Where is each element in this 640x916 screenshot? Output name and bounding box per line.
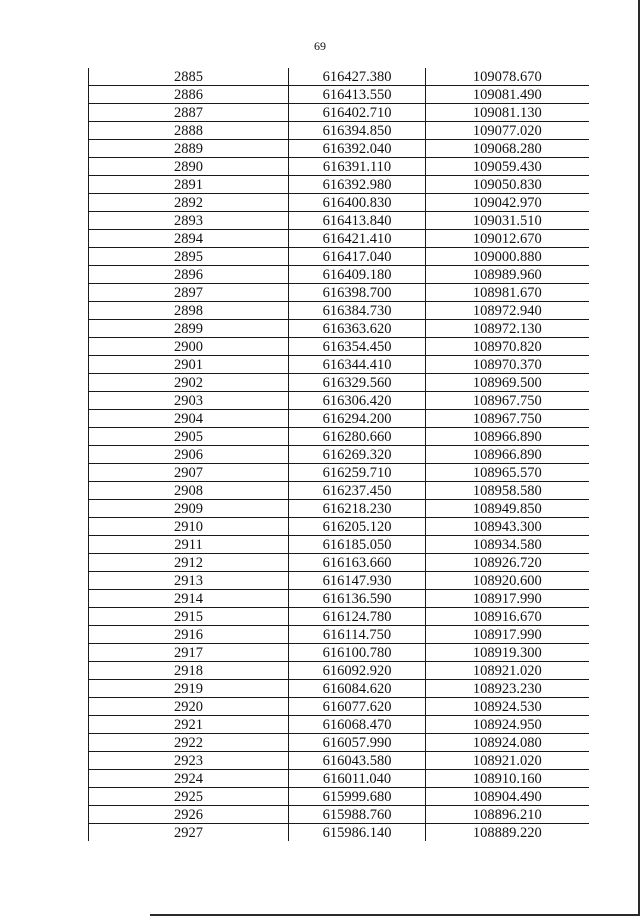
x-coordinate-cell: 616259.710 [289, 464, 426, 482]
table-row [89, 392, 589, 410]
table-row [89, 770, 589, 788]
x-coordinate-cell: 616205.120 [289, 518, 426, 536]
table-row [89, 122, 589, 140]
table-row [89, 788, 589, 806]
point-number-cell: 2893 [89, 212, 289, 230]
x-coordinate-cell: 616392.040 [289, 140, 426, 158]
table-row [89, 302, 589, 320]
y-coordinate-cell: 109031.510 [426, 212, 589, 230]
point-number-cell: 2926 [89, 806, 289, 824]
table-row [89, 356, 589, 374]
y-coordinate-cell: 108916.670 [426, 608, 589, 626]
table-row [89, 482, 589, 500]
table-row [89, 176, 589, 194]
point-number-cell: 2908 [89, 482, 289, 500]
y-coordinate-cell: 108919.300 [426, 644, 589, 662]
x-coordinate-cell: 616163.660 [289, 554, 426, 572]
x-coordinate-cell: 616185.050 [289, 536, 426, 554]
x-coordinate-cell: 616084.620 [289, 680, 426, 698]
point-number-cell: 2887 [89, 104, 289, 122]
x-coordinate-cell: 616363.620 [289, 320, 426, 338]
y-coordinate-cell: 109077.020 [426, 122, 589, 140]
y-coordinate-cell: 108934.580 [426, 536, 589, 554]
point-number-cell: 2891 [89, 176, 289, 194]
y-coordinate-cell: 108924.950 [426, 716, 589, 734]
table-row [89, 230, 589, 248]
x-coordinate-cell: 616344.410 [289, 356, 426, 374]
table-row [89, 320, 589, 338]
y-coordinate-cell: 108924.530 [426, 698, 589, 716]
table-row [89, 806, 589, 824]
point-number-cell: 2909 [89, 500, 289, 518]
point-number-cell: 2902 [89, 374, 289, 392]
table-row [89, 248, 589, 266]
y-coordinate-cell: 109042.970 [426, 194, 589, 212]
table-row [89, 662, 589, 680]
point-number-cell: 2906 [89, 446, 289, 464]
table-row [89, 608, 589, 626]
point-number-cell: 2914 [89, 590, 289, 608]
x-coordinate-cell: 616092.920 [289, 662, 426, 680]
point-number-cell: 2892 [89, 194, 289, 212]
point-number-cell: 2885 [89, 68, 289, 86]
point-number-cell: 2912 [89, 554, 289, 572]
x-coordinate-cell: 616269.320 [289, 446, 426, 464]
point-number-cell: 2900 [89, 338, 289, 356]
y-coordinate-cell: 108966.890 [426, 446, 589, 464]
x-coordinate-cell: 616427.380 [289, 68, 426, 86]
y-coordinate-cell: 108926.720 [426, 554, 589, 572]
x-coordinate-cell: 616068.470 [289, 716, 426, 734]
point-number-cell: 2924 [89, 770, 289, 788]
table-row [89, 518, 589, 536]
y-coordinate-cell: 108923.230 [426, 680, 589, 698]
y-coordinate-cell: 108920.600 [426, 572, 589, 590]
x-coordinate-cell: 616354.450 [289, 338, 426, 356]
point-number-cell: 2913 [89, 572, 289, 590]
table-row [89, 338, 589, 356]
x-coordinate-cell: 616413.840 [289, 212, 426, 230]
y-coordinate-cell: 109081.130 [426, 104, 589, 122]
point-number-cell: 2886 [89, 86, 289, 104]
table-row [89, 104, 589, 122]
y-coordinate-cell: 108981.670 [426, 284, 589, 302]
point-number-cell: 2896 [89, 266, 289, 284]
x-coordinate-cell: 616147.930 [289, 572, 426, 590]
x-coordinate-cell: 616394.850 [289, 122, 426, 140]
x-coordinate-cell: 616294.200 [289, 410, 426, 428]
y-coordinate-cell: 108904.490 [426, 788, 589, 806]
point-number-cell: 2919 [89, 680, 289, 698]
table-row [89, 716, 589, 734]
coordinate-table-body [89, 68, 589, 841]
x-coordinate-cell: 616391.110 [289, 158, 426, 176]
table-row [89, 698, 589, 716]
x-coordinate-cell: 616409.180 [289, 266, 426, 284]
point-number-cell: 2901 [89, 356, 289, 374]
x-coordinate-cell: 616421.410 [289, 230, 426, 248]
x-coordinate-cell: 616100.780 [289, 644, 426, 662]
x-coordinate-cell: 615988.760 [289, 806, 426, 824]
x-coordinate-cell: 616306.420 [289, 392, 426, 410]
x-coordinate-cell: 615986.140 [289, 824, 426, 842]
x-coordinate-cell: 616114.750 [289, 626, 426, 644]
table-row [89, 428, 589, 446]
x-coordinate-cell: 616384.730 [289, 302, 426, 320]
table-row [89, 446, 589, 464]
point-number-cell: 2917 [89, 644, 289, 662]
table-row [89, 824, 589, 842]
x-coordinate-cell: 616417.040 [289, 248, 426, 266]
y-coordinate-cell: 108949.850 [426, 500, 589, 518]
point-number-cell: 2916 [89, 626, 289, 644]
table-row [89, 266, 589, 284]
y-coordinate-cell: 108910.160 [426, 770, 589, 788]
x-coordinate-cell: 616043.580 [289, 752, 426, 770]
x-coordinate-cell: 616402.710 [289, 104, 426, 122]
table-row [89, 464, 589, 482]
y-coordinate-cell: 108958.580 [426, 482, 589, 500]
table-row [89, 500, 589, 518]
point-number-cell: 2897 [89, 284, 289, 302]
table-row [89, 752, 589, 770]
point-number-cell: 2925 [89, 788, 289, 806]
y-coordinate-cell: 108967.750 [426, 392, 589, 410]
point-number-cell: 2890 [89, 158, 289, 176]
y-coordinate-cell: 108972.130 [426, 320, 589, 338]
coordinate-table [88, 68, 589, 841]
table-row [89, 374, 589, 392]
y-coordinate-cell: 109050.830 [426, 176, 589, 194]
x-coordinate-cell: 616237.450 [289, 482, 426, 500]
y-coordinate-cell: 108969.500 [426, 374, 589, 392]
point-number-cell: 2911 [89, 536, 289, 554]
table-row [89, 626, 589, 644]
point-number-cell: 2895 [89, 248, 289, 266]
page-number: 69 [314, 39, 326, 53]
x-coordinate-cell: 616398.700 [289, 284, 426, 302]
point-number-cell: 2889 [89, 140, 289, 158]
y-coordinate-cell: 108970.370 [426, 356, 589, 374]
point-number-cell: 2898 [89, 302, 289, 320]
table-row [89, 158, 589, 176]
point-number-cell: 2920 [89, 698, 289, 716]
point-number-cell: 2923 [89, 752, 289, 770]
point-number-cell: 2918 [89, 662, 289, 680]
x-coordinate-cell: 616392.980 [289, 176, 426, 194]
x-coordinate-cell: 616011.040 [289, 770, 426, 788]
table-row [89, 140, 589, 158]
x-coordinate-cell: 616057.990 [289, 734, 426, 752]
y-coordinate-cell: 108896.210 [426, 806, 589, 824]
table-row [89, 554, 589, 572]
y-coordinate-cell: 109078.670 [426, 68, 589, 86]
table-row [89, 212, 589, 230]
y-coordinate-cell: 108889.220 [426, 824, 589, 842]
table-row [89, 86, 589, 104]
y-coordinate-cell: 109068.280 [426, 140, 589, 158]
x-coordinate-cell: 616218.230 [289, 500, 426, 518]
y-coordinate-cell: 108917.990 [426, 590, 589, 608]
x-coordinate-cell: 616400.830 [289, 194, 426, 212]
table-row [89, 284, 589, 302]
point-number-cell: 2910 [89, 518, 289, 536]
table-row [89, 680, 589, 698]
x-coordinate-cell: 616280.660 [289, 428, 426, 446]
x-coordinate-cell: 616124.780 [289, 608, 426, 626]
y-coordinate-cell: 108943.300 [426, 518, 589, 536]
table-row [89, 68, 589, 86]
y-coordinate-cell: 108921.020 [426, 752, 589, 770]
y-coordinate-cell: 108965.570 [426, 464, 589, 482]
x-coordinate-cell: 616413.550 [289, 86, 426, 104]
y-coordinate-cell: 108970.820 [426, 338, 589, 356]
table-row [89, 410, 589, 428]
y-coordinate-cell: 109081.490 [426, 86, 589, 104]
point-number-cell: 2904 [89, 410, 289, 428]
x-coordinate-cell: 616077.620 [289, 698, 426, 716]
point-number-cell: 2888 [89, 122, 289, 140]
y-coordinate-cell: 109000.880 [426, 248, 589, 266]
table-row [89, 734, 589, 752]
y-coordinate-cell: 109012.670 [426, 230, 589, 248]
table-row [89, 194, 589, 212]
y-coordinate-cell: 108972.940 [426, 302, 589, 320]
y-coordinate-cell: 108989.960 [426, 266, 589, 284]
x-coordinate-cell: 616329.560 [289, 374, 426, 392]
x-coordinate-cell: 615999.680 [289, 788, 426, 806]
y-coordinate-cell: 108917.990 [426, 626, 589, 644]
point-number-cell: 2905 [89, 428, 289, 446]
point-number-cell: 2922 [89, 734, 289, 752]
point-number-cell: 2921 [89, 716, 289, 734]
y-coordinate-cell: 108967.750 [426, 410, 589, 428]
point-number-cell: 2927 [89, 824, 289, 842]
point-number-cell: 2903 [89, 392, 289, 410]
table-row [89, 644, 589, 662]
point-number-cell: 2915 [89, 608, 289, 626]
y-coordinate-cell: 108924.080 [426, 734, 589, 752]
point-number-cell: 2894 [89, 230, 289, 248]
x-coordinate-cell: 616136.590 [289, 590, 426, 608]
table-row [89, 572, 589, 590]
point-number-cell: 2899 [89, 320, 289, 338]
y-coordinate-cell: 108921.020 [426, 662, 589, 680]
table-row [89, 536, 589, 554]
point-number-cell: 2907 [89, 464, 289, 482]
y-coordinate-cell: 108966.890 [426, 428, 589, 446]
table-row [89, 590, 589, 608]
y-coordinate-cell: 109059.430 [426, 158, 589, 176]
